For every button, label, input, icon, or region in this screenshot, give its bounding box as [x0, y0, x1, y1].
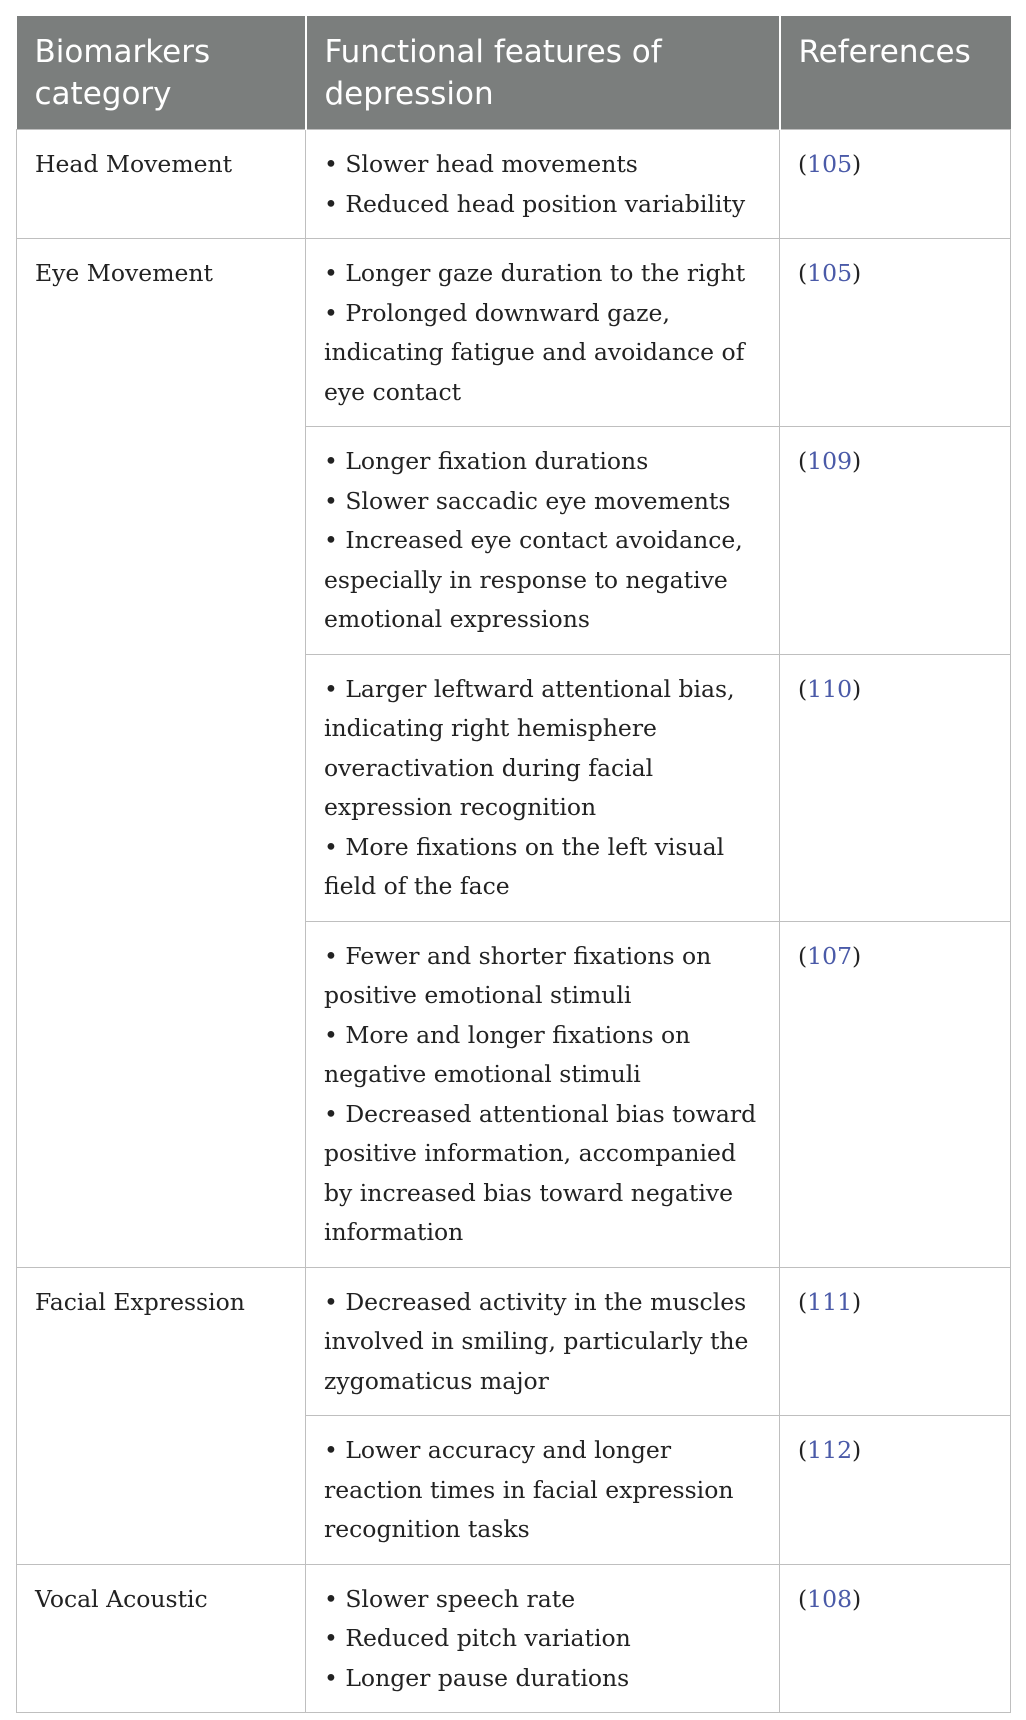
reference-link[interactable]: 110: [807, 674, 853, 703]
reference-cell: (108): [780, 1564, 1011, 1713]
features-cell: [306, 1416, 780, 1565]
category-cell: Facial Expression: [17, 1267, 306, 1564]
reference-link[interactable]: 105: [807, 259, 853, 287]
reference-cell: (110): [780, 654, 1011, 921]
table-body: [17, 130, 1011, 1713]
data-table-container: [16, 16, 1010, 1713]
feature-item: • Slower head movements: [324, 150, 638, 178]
header-functional-features: Functional features of depression: [306, 16, 780, 130]
reference-cell: (107): [780, 921, 1011, 1267]
table-row: [17, 1267, 1011, 1416]
feature-item: • Prolonged downward gaze, indicating fatigue and avoidance of eye contact: [324, 298, 745, 406]
reference-cell: (105): [780, 130, 1011, 239]
reference-link[interactable]: 108: [807, 1584, 853, 1613]
features-cell: [306, 1564, 780, 1713]
feature-item: • More and longer fixations on negative emotional stimuli: [324, 1020, 691, 1088]
feature-item: • Fewer and shorter fixations on positive emotional stimuli: [324, 941, 712, 1009]
reference-link[interactable]: 105: [807, 150, 853, 178]
feature-item: • Longer gaze duration to the right: [324, 259, 746, 287]
header-biomarkers-category: Biomarkers category: [17, 16, 306, 130]
reference-cell: (112): [780, 1416, 1011, 1565]
features-cell: [306, 1267, 780, 1416]
category-cell: Head Movement: [17, 130, 306, 239]
features-cell: [306, 130, 780, 239]
features-cell: [306, 921, 780, 1267]
reference-link[interactable]: 109: [807, 447, 853, 475]
feature-item: • Larger leftward attentional bias, indicating right hemisphere overactivation during facial expression recognition: [324, 674, 735, 821]
feature-item: • Longer fixation durations: [324, 447, 649, 475]
reference-link[interactable]: 107: [807, 941, 853, 970]
table-row: [17, 239, 1011, 427]
features-cell: [306, 239, 780, 427]
reference-link[interactable]: 112: [807, 1436, 853, 1464]
header-references: References: [780, 16, 1011, 130]
feature-item: • Slower saccadic eye movements: [324, 486, 731, 515]
category-cell: Vocal Acoustic: [17, 1564, 306, 1713]
table-row: [17, 130, 1011, 239]
feature-item: • Longer pause durations: [324, 1663, 630, 1692]
category-cell: Eye Movement: [17, 239, 306, 1268]
table-header: [17, 16, 1011, 130]
biomarkers-table: [16, 16, 1011, 1713]
header-row: [17, 16, 1011, 130]
reference-cell: (111): [780, 1267, 1011, 1416]
reference-cell: (105): [780, 239, 1011, 427]
feature-item: • Reduced head position variability: [324, 189, 746, 218]
feature-item: • Slower speech rate: [324, 1584, 576, 1613]
table-row: [17, 1564, 1011, 1713]
reference-cell: (109): [780, 427, 1011, 655]
feature-item: • Decreased activity in the muscles involved in smiling, particularly the zygomaticus major: [324, 1287, 749, 1395]
feature-item: • More fixations on the left visual field of the face: [324, 832, 725, 900]
features-cell: [306, 427, 780, 655]
feature-item: • Decreased attentional bias toward positive information, accompanied by increased bias toward negative information: [324, 1099, 757, 1246]
feature-item: • Reduced pitch variation: [324, 1624, 631, 1652]
features-cell: [306, 654, 780, 921]
feature-item: • Increased eye contact avoidance, especially in response to negative emotional expressions: [324, 526, 743, 633]
reference-link[interactable]: 111: [807, 1287, 853, 1316]
feature-item: • Lower accuracy and longer reaction times in facial expression recognition tasks: [324, 1436, 734, 1543]
